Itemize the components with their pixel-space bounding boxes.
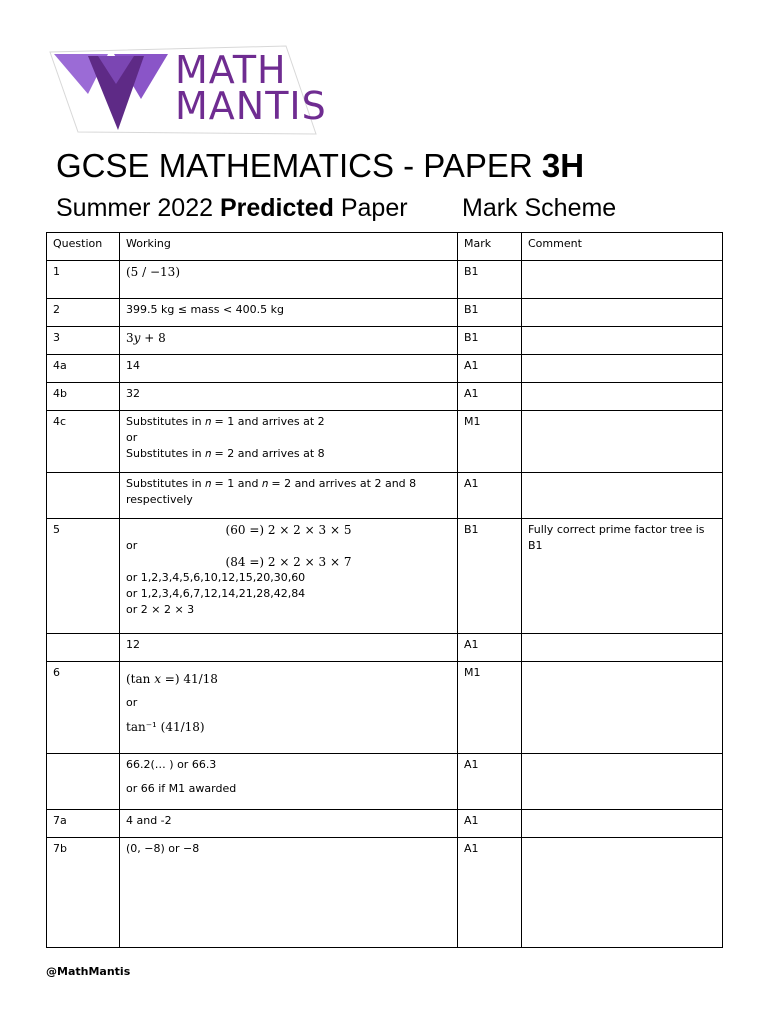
working-cell: 32 — [120, 383, 458, 411]
working-gap — [126, 773, 451, 781]
mark-cell: B1 — [458, 299, 522, 327]
col-header-question: Question — [47, 233, 120, 261]
working-line: or 1,2,3,4,6,7,12,14,21,28,42,84 — [126, 587, 306, 600]
working-line: or 2 × 2 × 3 — [126, 603, 195, 616]
working-line: Substitutes in 𝑛 = 2 and arrives at 8 — [126, 447, 325, 460]
working-cell — [120, 754, 458, 810]
mark-cell: M1 — [458, 411, 522, 473]
working-line: (84 =) 2 × 2 × 3 × 7 — [225, 555, 352, 569]
mark-cell: B1 — [458, 519, 522, 634]
table-row — [47, 383, 723, 411]
comment-cell — [522, 411, 723, 473]
mark-cell: A1 — [458, 754, 522, 810]
working-line: Substitutes in 𝑛 = 1 and arrives at 2 — [126, 415, 325, 428]
question-number: 3 — [47, 327, 120, 355]
working-line: (60 =) 2 × 2 × 3 × 5 — [225, 523, 352, 537]
table-row — [47, 838, 723, 948]
comment-cell — [522, 634, 723, 662]
col-header-working: Working — [120, 233, 458, 261]
comment-cell — [522, 383, 723, 411]
col-header-mark: Mark — [458, 233, 522, 261]
mark-cell: A1 — [458, 473, 522, 519]
logo-text: MATH MANTIS — [175, 48, 327, 128]
question-number: 7b — [47, 838, 120, 948]
working-cell — [120, 411, 458, 473]
question-number: 2 — [47, 299, 120, 327]
comment-cell — [522, 662, 723, 754]
mark-cell: A1 — [458, 383, 522, 411]
comment-cell — [522, 754, 723, 810]
question-number: 4c — [47, 411, 120, 473]
table-row — [47, 411, 723, 473]
working-line: or — [126, 539, 138, 552]
table-row — [47, 754, 723, 810]
mark-scheme-table — [46, 232, 723, 948]
table-row — [47, 299, 723, 327]
working-line: respectively — [126, 493, 193, 506]
question-number: 4b — [47, 383, 120, 411]
table-row — [47, 327, 723, 355]
working-cell: 3𝑦 + 8 — [120, 327, 458, 355]
working-line: or — [126, 431, 138, 444]
table-row — [47, 810, 723, 838]
table-row — [47, 355, 723, 383]
mark-scheme-label: Mark Scheme — [462, 194, 617, 222]
mark-cell: A1 — [458, 355, 522, 383]
question-number — [47, 634, 120, 662]
mark-cell: M1 — [458, 662, 522, 754]
working-cell — [120, 473, 458, 519]
question-number: 5 — [47, 519, 120, 634]
table-row — [47, 473, 723, 519]
comment-cell — [522, 810, 723, 838]
working-cell: 12 — [120, 634, 458, 662]
working-cell — [120, 519, 458, 634]
working-line: 66.2(… ) or 66.3 — [126, 758, 217, 771]
working-line: (tan 𝑥 =) 41/18 — [126, 672, 218, 686]
comment-cell — [522, 327, 723, 355]
comment-cell: Fully correct prime factor tree is B1 — [522, 519, 723, 634]
col-header-comment: Comment — [522, 233, 723, 261]
question-number: 4a — [47, 355, 120, 383]
footer-handle: @MathMantis — [46, 965, 131, 978]
working-cell — [120, 662, 458, 754]
working-cell: 14 — [120, 355, 458, 383]
working-line: or — [126, 696, 138, 709]
table-row — [47, 634, 723, 662]
question-number: 7a — [47, 810, 120, 838]
working-line: tan⁻¹ (41/18) — [126, 720, 205, 734]
working-cell: 399.5 kg ≤ mass < 400.5 kg — [120, 299, 458, 327]
table-row — [47, 519, 723, 634]
page-subtitle: Summer 2022 Predicted Paper Mark Scheme — [56, 194, 617, 222]
table-row — [47, 261, 723, 299]
mark-cell: A1 — [458, 810, 522, 838]
working-line: or 66 if M1 awarded — [126, 782, 237, 795]
question-number — [47, 754, 120, 810]
working-cell: (5 / −13) — [120, 261, 458, 299]
comment-cell — [522, 355, 723, 383]
mark-cell: B1 — [458, 327, 522, 355]
question-number: 6 — [47, 662, 120, 754]
page-title: GCSE MATHEMATICS - PAPER 3H — [56, 147, 585, 184]
mark-cell: B1 — [458, 261, 522, 299]
comment-cell — [522, 473, 723, 519]
question-number: 1 — [47, 261, 120, 299]
mark-cell: A1 — [458, 634, 522, 662]
comment-cell — [522, 838, 723, 948]
working-line: or 1,2,3,4,5,6,10,12,15,20,30,60 — [126, 571, 306, 584]
comment-cell — [522, 299, 723, 327]
working-cell: 4 and -2 — [120, 810, 458, 838]
working-cell: (0, −8) or −8 — [120, 838, 458, 948]
question-number — [47, 473, 120, 519]
table-header-row — [47, 233, 723, 261]
working-line: Substitutes in 𝑛 = 1 and 𝑛 = 2 and arrives at 2 and 8 — [126, 477, 417, 490]
comment-cell — [522, 261, 723, 299]
mark-cell: A1 — [458, 838, 522, 948]
table-row — [47, 662, 723, 754]
